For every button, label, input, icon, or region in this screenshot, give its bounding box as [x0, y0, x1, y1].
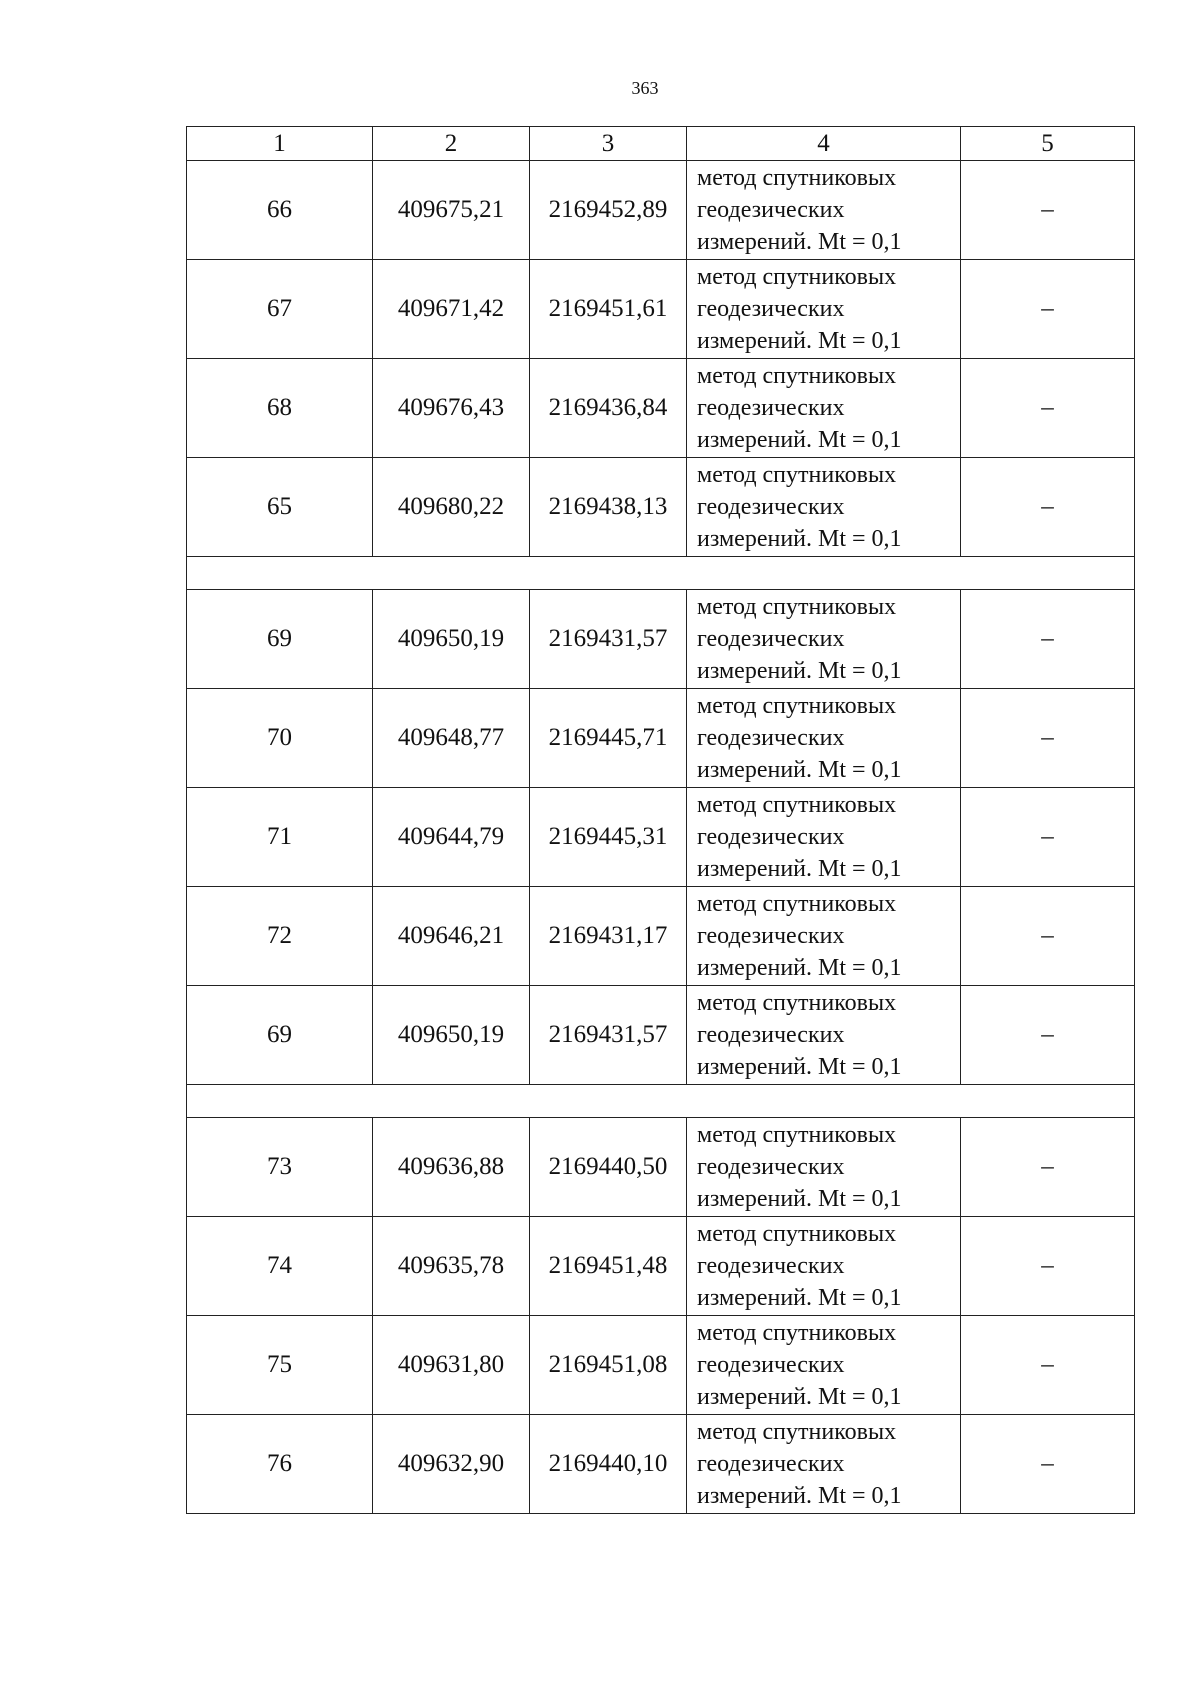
- point-number-cell: 69: [187, 986, 373, 1085]
- method-line: измерений. Mt = 0,1: [697, 658, 902, 684]
- method-cell: [687, 1316, 961, 1415]
- point-number-cell: 66: [187, 161, 373, 260]
- note-cell: –: [961, 260, 1135, 359]
- method-line: геодезических: [697, 197, 845, 223]
- x-coordinate-cell: 409676,43: [373, 359, 530, 458]
- method-line: метод спутниковых: [697, 165, 897, 191]
- column-header: 5: [961, 127, 1135, 161]
- header-row: [187, 127, 1135, 161]
- table-row: [187, 1118, 1135, 1217]
- point-number-cell: 75: [187, 1316, 373, 1415]
- method-line: измерений. Mt = 0,1: [697, 757, 902, 783]
- method-cell: [687, 788, 961, 887]
- y-coordinate-cell: 2169445,31: [530, 788, 687, 887]
- y-coordinate-cell: 2169436,84: [530, 359, 687, 458]
- column-header: 1: [187, 127, 373, 161]
- method-line: геодезических: [697, 1253, 845, 1279]
- method-line: геодезических: [697, 395, 845, 421]
- y-coordinate-cell: 2169431,17: [530, 887, 687, 986]
- method-cell: [687, 887, 961, 986]
- table-body: [187, 161, 1135, 1514]
- method-line: геодезических: [697, 494, 845, 520]
- x-coordinate-cell: 409680,22: [373, 458, 530, 557]
- table-row: [187, 689, 1135, 788]
- method-cell: [687, 260, 961, 359]
- method-cell: [687, 1118, 961, 1217]
- method-cell: [687, 590, 961, 689]
- method-line: геодезических: [697, 1352, 845, 1378]
- x-coordinate-cell: 409636,88: [373, 1118, 530, 1217]
- note-cell: –: [961, 458, 1135, 557]
- method-line: измерений. Mt = 0,1: [697, 1186, 902, 1212]
- point-number-cell: 67: [187, 260, 373, 359]
- column-header: 2: [373, 127, 530, 161]
- table-row: [187, 590, 1135, 689]
- coordinates-table: [186, 126, 1135, 1514]
- method-line: метод спутниковых: [697, 1221, 897, 1247]
- x-coordinate-cell: 409671,42: [373, 260, 530, 359]
- method-line: геодезических: [697, 1154, 845, 1180]
- x-coordinate-cell: 409675,21: [373, 161, 530, 260]
- note-cell: –: [961, 161, 1135, 260]
- x-coordinate-cell: 409632,90: [373, 1415, 530, 1514]
- point-number-cell: 72: [187, 887, 373, 986]
- method-line: метод спутниковых: [697, 792, 897, 818]
- method-line: метод спутниковых: [697, 1122, 897, 1148]
- x-coordinate-cell: 409650,19: [373, 590, 530, 689]
- table-row: [187, 986, 1135, 1085]
- method-line: измерений. Mt = 0,1: [697, 1483, 902, 1509]
- note-cell: –: [961, 359, 1135, 458]
- y-coordinate-cell: 2169440,50: [530, 1118, 687, 1217]
- method-cell: [687, 458, 961, 557]
- method-cell: [687, 359, 961, 458]
- method-line: геодезических: [697, 923, 845, 949]
- y-coordinate-cell: 2169440,10: [530, 1415, 687, 1514]
- method-line: геодезических: [697, 725, 845, 751]
- table-row: [187, 458, 1135, 557]
- method-cell: [687, 161, 961, 260]
- table-row: [187, 1217, 1135, 1316]
- table-row: [187, 887, 1135, 986]
- point-number-cell: 74: [187, 1217, 373, 1316]
- x-coordinate-cell: 409646,21: [373, 887, 530, 986]
- method-line: геодезических: [697, 626, 845, 652]
- method-cell: [687, 1217, 961, 1316]
- table-row: [187, 1316, 1135, 1415]
- note-cell: –: [961, 788, 1135, 887]
- page-number: 363: [631, 78, 659, 98]
- table-row: [187, 1415, 1135, 1514]
- method-line: геодезических: [697, 1022, 845, 1048]
- point-number-cell: 70: [187, 689, 373, 788]
- method-line: метод спутниковых: [697, 1419, 897, 1445]
- table-row: [187, 260, 1135, 359]
- method-line: геодезических: [697, 296, 845, 322]
- x-coordinate-cell: 409635,78: [373, 1217, 530, 1316]
- table-row: [187, 161, 1135, 260]
- method-line: измерений. Mt = 0,1: [697, 328, 902, 354]
- method-cell: [687, 689, 961, 788]
- method-line: геодезических: [697, 824, 845, 850]
- y-coordinate-cell: 2169451,48: [530, 1217, 687, 1316]
- group-separator-cell: [187, 557, 1135, 590]
- note-cell: –: [961, 1118, 1135, 1217]
- method-line: измерений. Mt = 0,1: [697, 1384, 902, 1410]
- method-line: геодезических: [697, 1451, 845, 1477]
- y-coordinate-cell: 2169431,57: [530, 590, 687, 689]
- method-line: метод спутниковых: [697, 693, 897, 719]
- method-cell: [687, 986, 961, 1085]
- note-cell: –: [961, 1415, 1135, 1514]
- method-cell: [687, 1415, 961, 1514]
- note-cell: –: [961, 1217, 1135, 1316]
- y-coordinate-cell: 2169438,13: [530, 458, 687, 557]
- note-cell: –: [961, 986, 1135, 1085]
- column-header: 3: [530, 127, 687, 161]
- point-number-cell: 65: [187, 458, 373, 557]
- y-coordinate-cell: 2169451,61: [530, 260, 687, 359]
- note-cell: –: [961, 590, 1135, 689]
- method-line: метод спутниковых: [697, 990, 897, 1016]
- method-line: метод спутниковых: [697, 891, 897, 917]
- table-row: [187, 359, 1135, 458]
- group-separator-row: [187, 1085, 1135, 1118]
- y-coordinate-cell: 2169451,08: [530, 1316, 687, 1415]
- group-separator-row: [187, 557, 1135, 590]
- method-line: метод спутниковых: [697, 363, 897, 389]
- method-line: измерений. Mt = 0,1: [697, 1285, 902, 1311]
- point-number-cell: 68: [187, 359, 373, 458]
- method-line: метод спутниковых: [697, 594, 897, 620]
- method-line: метод спутниковых: [697, 462, 897, 488]
- x-coordinate-cell: 409648,77: [373, 689, 530, 788]
- point-number-cell: 71: [187, 788, 373, 887]
- note-cell: –: [961, 1316, 1135, 1415]
- column-header: 4: [687, 127, 961, 161]
- method-line: метод спутниковых: [697, 1320, 897, 1346]
- note-cell: –: [961, 887, 1135, 986]
- method-line: измерений. Mt = 0,1: [697, 856, 902, 882]
- group-separator-cell: [187, 1085, 1135, 1118]
- method-line: измерений. Mt = 0,1: [697, 1054, 902, 1080]
- method-line: измерений. Mt = 0,1: [697, 229, 902, 255]
- y-coordinate-cell: 2169445,71: [530, 689, 687, 788]
- point-number-cell: 76: [187, 1415, 373, 1514]
- table-row: [187, 788, 1135, 887]
- method-line: измерений. Mt = 0,1: [697, 955, 902, 981]
- method-line: метод спутниковых: [697, 264, 897, 290]
- method-line: измерений. Mt = 0,1: [697, 526, 902, 552]
- method-line: измерений. Mt = 0,1: [697, 427, 902, 453]
- x-coordinate-cell: 409650,19: [373, 986, 530, 1085]
- point-number-cell: 69: [187, 590, 373, 689]
- y-coordinate-cell: 2169431,57: [530, 986, 687, 1085]
- y-coordinate-cell: 2169452,89: [530, 161, 687, 260]
- x-coordinate-cell: 409631,80: [373, 1316, 530, 1415]
- x-coordinate-cell: 409644,79: [373, 788, 530, 887]
- point-number-cell: 73: [187, 1118, 373, 1217]
- note-cell: –: [961, 689, 1135, 788]
